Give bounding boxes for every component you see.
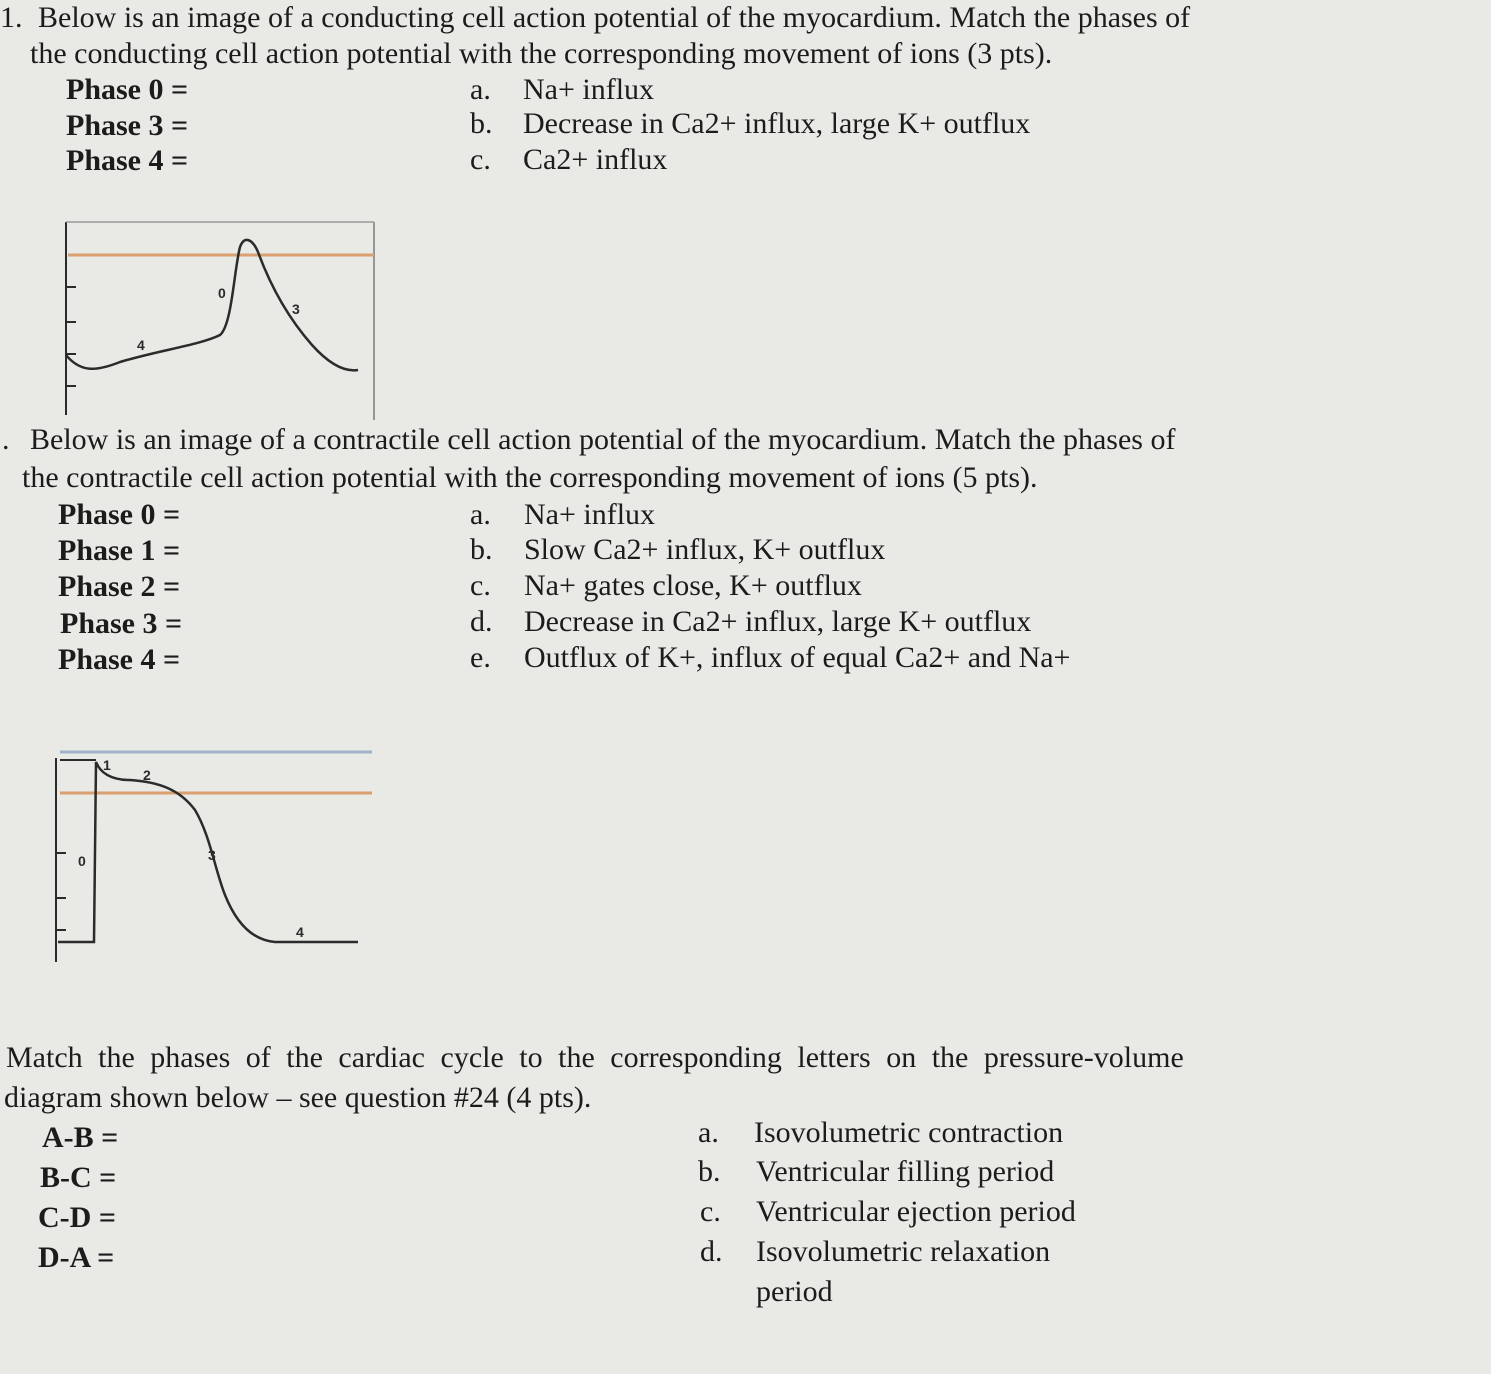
- q1-label-0: 0: [218, 285, 226, 301]
- q2-option-d-letter: d.: [470, 605, 493, 638]
- q2-option-b-text: Slow Ca2+ influx, K+ outflux: [524, 533, 886, 566]
- q2-prompt-line1: Below is an image of a contractile cell action potential of the myocardium. Match the phases of: [30, 423, 1176, 456]
- q2-label-2: 2: [143, 767, 151, 783]
- q2-label-1: 1: [103, 757, 111, 773]
- q1-option-a-letter: a.: [470, 73, 491, 106]
- q2-option-a-text: Na+ influx: [524, 498, 656, 531]
- q3-option-b-letter: b.: [698, 1155, 721, 1188]
- q2-option-c-letter: c.: [470, 569, 491, 602]
- q2-label-4: 4: [296, 924, 304, 940]
- q3-phase-c-d: C-D =: [38, 1201, 116, 1234]
- q3-option-d-text-cont: period: [756, 1275, 833, 1308]
- q2-prompt-line2: the contractile cell action potential with the corresponding movement of ions (5 pts).: [22, 461, 1038, 494]
- q2-option-a-letter: a.: [470, 498, 491, 531]
- q1-phase-0: Phase 0 =: [66, 73, 189, 106]
- q3-phase-a-b: A-B =: [42, 1121, 119, 1154]
- q1-phase-3: Phase 3 =: [66, 109, 189, 142]
- q1-option-c-letter: c.: [470, 143, 491, 176]
- q2-phase-3: Phase 3 =: [60, 607, 183, 640]
- q2-option-e-text: Outflux of K+, influx of equal Ca2+ and Na+: [524, 641, 1071, 674]
- q3-option-a-text: Isovolumetric contraction: [754, 1116, 1064, 1149]
- q3-phase-d-a: D-A =: [38, 1241, 115, 1274]
- q3-prompt-line1: Match the phases of the cardiac cycle to the corresponding letters on the pressure-volume: [6, 1041, 1184, 1074]
- q1-option-a-text: Na+ influx: [523, 73, 655, 106]
- q3-option-b-text: Ventricular filling period: [756, 1155, 1055, 1188]
- q1-label-4: 4: [137, 337, 145, 353]
- q2-phase-4: Phase 4 =: [58, 643, 181, 676]
- q2-phase-2: Phase 2 =: [58, 570, 181, 603]
- q2-label-0: 0: [78, 853, 86, 869]
- q1-number: 1.: [0, 1, 23, 34]
- q2-phase-1: Phase 1 =: [58, 534, 181, 567]
- q1-prompt-line1: Below is an image of a conducting cell action potential of the myocardium. Match the phases of: [38, 1, 1191, 34]
- q2-option-d-text: Decrease in Ca2+ influx, large K+ outflux: [524, 605, 1032, 638]
- q3-option-d-text: Isovolumetric relaxation: [756, 1235, 1051, 1268]
- q1-option-b-letter: b.: [470, 107, 493, 140]
- q3-option-d-letter: d.: [700, 1235, 723, 1268]
- q2-number: .: [2, 423, 10, 456]
- q3-option-c-letter: c.: [700, 1195, 721, 1228]
- q2-option-e-letter: e.: [470, 641, 491, 674]
- q1-prompt-line2: the conducting cell action potential with the corresponding movement of ions (3 pts).: [30, 37, 1053, 70]
- q3-phase-b-c: B-C =: [40, 1161, 117, 1194]
- q2-phase-0: Phase 0 =: [58, 498, 181, 531]
- q2-option-b-letter: b.: [470, 533, 493, 566]
- q3-option-c-text: Ventricular ejection period: [756, 1195, 1076, 1228]
- q2-option-c-text: Na+ gates close, K+ outflux: [524, 569, 862, 602]
- q1-option-b-text: Decrease in Ca2+ influx, large K+ outflux: [523, 107, 1031, 140]
- q1-option-c-text: Ca2+ influx: [523, 143, 668, 176]
- q2-label-3: 3: [208, 847, 216, 863]
- q3-prompt-line2: diagram shown below – see question #24 (4 pts).: [4, 1081, 592, 1114]
- q1-label-3: 3: [292, 301, 300, 317]
- q1-phase-4: Phase 4 =: [66, 144, 189, 177]
- q3-option-a-letter: a.: [698, 1116, 719, 1149]
- q2-graph-frame: [56, 758, 66, 962]
